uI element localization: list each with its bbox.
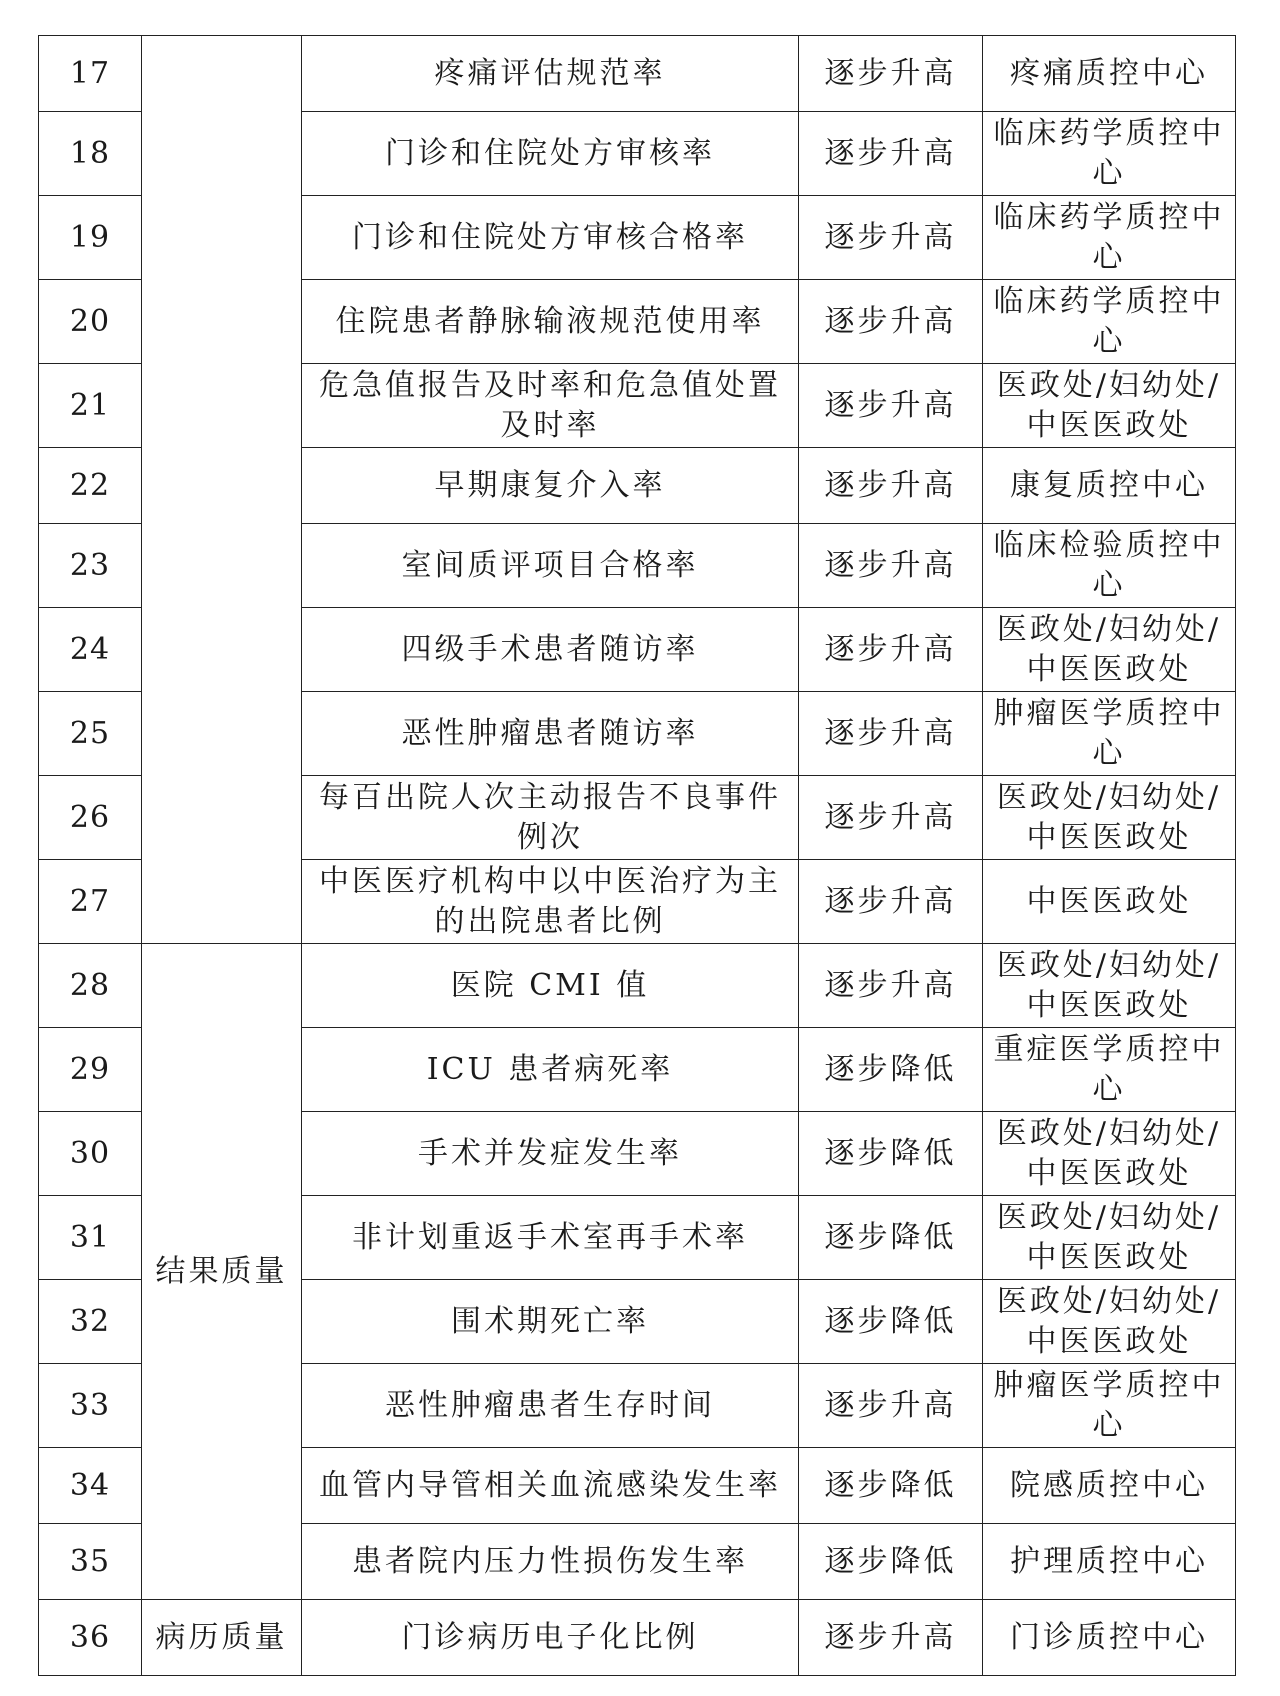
- indicator-name: 血管内导管相关血流感染发生率: [302, 1448, 799, 1524]
- target-direction: 逐步降低: [799, 1196, 983, 1280]
- responsible-dept: 医政处/妇幼处/中医医政处: [983, 1112, 1236, 1196]
- row-number: 22: [39, 448, 142, 524]
- category-result-quality: 结果质量: [142, 944, 302, 1600]
- target-direction: 逐步降低: [799, 1112, 983, 1196]
- row-number: 21: [39, 364, 142, 448]
- target-direction: 逐步升高: [799, 196, 983, 280]
- responsible-dept: 医政处/妇幼处/中医医政处: [983, 608, 1236, 692]
- row-number: 23: [39, 524, 142, 608]
- target-direction: 逐步升高: [799, 448, 983, 524]
- indicator-name: 患者院内压力性损伤发生率: [302, 1524, 799, 1600]
- row-number: 29: [39, 1028, 142, 1112]
- indicator-name: 恶性肿瘤患者随访率: [302, 692, 799, 776]
- responsible-dept: 中医医政处: [983, 860, 1236, 944]
- row-number: 18: [39, 112, 142, 196]
- indicator-name: 恶性肿瘤患者生存时间: [302, 1364, 799, 1448]
- responsible-dept: 临床药学质控中心: [983, 196, 1236, 280]
- target-direction: 逐步升高: [799, 112, 983, 196]
- indicator-name: 门诊病历电子化比例: [302, 1600, 799, 1676]
- target-direction: 逐步降低: [799, 1524, 983, 1600]
- responsible-dept: 门诊质控中心: [983, 1600, 1236, 1676]
- row-number: 20: [39, 280, 142, 364]
- responsible-dept: 护理质控中心: [983, 1524, 1236, 1600]
- indicator-name: 早期康复介入率: [302, 448, 799, 524]
- target-direction: 逐步升高: [799, 608, 983, 692]
- target-direction: 逐步降低: [799, 1028, 983, 1112]
- indicator-name: 围术期死亡率: [302, 1280, 799, 1364]
- target-direction: 逐步升高: [799, 692, 983, 776]
- target-direction: 逐步降低: [799, 1280, 983, 1364]
- indicator-table: [38, 35, 1236, 1676]
- indicator-name: 医院 CMI 值: [302, 944, 799, 1028]
- target-direction: 逐步升高: [799, 524, 983, 608]
- responsible-dept: 医政处/妇幼处/中医医政处: [983, 364, 1236, 448]
- row-number: 24: [39, 608, 142, 692]
- responsible-dept: 医政处/妇幼处/中医医政处: [983, 776, 1236, 860]
- responsible-dept: 疼痛质控中心: [983, 36, 1236, 112]
- row-number: 28: [39, 944, 142, 1028]
- indicator-name: 中医医疗机构中以中医治疗为主的出院患者比例: [302, 860, 799, 944]
- indicator-name: 每百出院人次主动报告不良事件例次: [302, 776, 799, 860]
- row-number: 33: [39, 1364, 142, 1448]
- responsible-dept: 院感质控中心: [983, 1448, 1236, 1524]
- responsible-dept: 医政处/妇幼处/中医医政处: [983, 1280, 1236, 1364]
- indicator-name: 非计划重返手术室再手术率: [302, 1196, 799, 1280]
- target-direction: 逐步升高: [799, 776, 983, 860]
- category-record-quality: 病历质量: [142, 1600, 302, 1676]
- row-number: 30: [39, 1112, 142, 1196]
- row-number: 35: [39, 1524, 142, 1600]
- indicator-name: 四级手术患者随访率: [302, 608, 799, 692]
- row-number: 19: [39, 196, 142, 280]
- category-cell-continued: [142, 36, 302, 944]
- responsible-dept: 医政处/妇幼处/中医医政处: [983, 944, 1236, 1028]
- table-row: [39, 36, 1236, 112]
- indicator-name: ICU 患者病死率: [302, 1028, 799, 1112]
- indicator-name: 疼痛评估规范率: [302, 36, 799, 112]
- target-direction: 逐步升高: [799, 1600, 983, 1676]
- indicator-name: 室间质评项目合格率: [302, 524, 799, 608]
- responsible-dept: 肿瘤医学质控中心: [983, 692, 1236, 776]
- target-direction: 逐步降低: [799, 1448, 983, 1524]
- row-number: 32: [39, 1280, 142, 1364]
- responsible-dept: 重症医学质控中心: [983, 1028, 1236, 1112]
- responsible-dept: 临床药学质控中心: [983, 280, 1236, 364]
- target-direction: 逐步升高: [799, 280, 983, 364]
- row-number: 34: [39, 1448, 142, 1524]
- responsible-dept: 肿瘤医学质控中心: [983, 1364, 1236, 1448]
- responsible-dept: 临床检验质控中心: [983, 524, 1236, 608]
- row-number: 27: [39, 860, 142, 944]
- target-direction: 逐步升高: [799, 860, 983, 944]
- table-row: [39, 944, 1236, 1028]
- row-number: 26: [39, 776, 142, 860]
- indicator-name: 门诊和住院处方审核合格率: [302, 196, 799, 280]
- responsible-dept: 医政处/妇幼处/中医医政处: [983, 1196, 1236, 1280]
- target-direction: 逐步升高: [799, 36, 983, 112]
- row-number: 36: [39, 1600, 142, 1676]
- indicator-name: 手术并发症发生率: [302, 1112, 799, 1196]
- row-number: 25: [39, 692, 142, 776]
- row-number: 17: [39, 36, 142, 112]
- responsible-dept: 康复质控中心: [983, 448, 1236, 524]
- row-number: 31: [39, 1196, 142, 1280]
- table-row: [39, 1600, 1236, 1676]
- target-direction: 逐步升高: [799, 1364, 983, 1448]
- indicator-name: 门诊和住院处方审核率: [302, 112, 799, 196]
- target-direction: 逐步升高: [799, 944, 983, 1028]
- indicator-name: 危急值报告及时率和危急值处置及时率: [302, 364, 799, 448]
- indicator-name: 住院患者静脉输液规范使用率: [302, 280, 799, 364]
- responsible-dept: 临床药学质控中心: [983, 112, 1236, 196]
- target-direction: 逐步升高: [799, 364, 983, 448]
